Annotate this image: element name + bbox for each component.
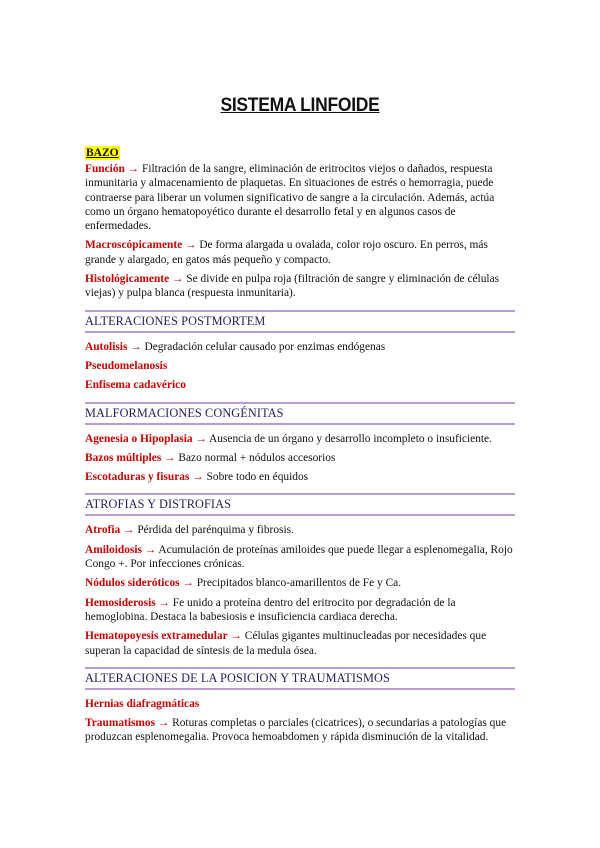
entry-term: Amiloidosis xyxy=(85,543,142,556)
entry-enfisema xyxy=(85,378,515,392)
entry-text: Filtración de la sangre, eliminación de eritrocitos viejos o dañados, respuesta inmunitaria y almacenamiento de plaquetas. En situaciones de estrés o hemorragia, puede contraerse para liberar un volumen significativo de sangre a la circulación. Además, actúa como un órgano hematopoyético durante el desarrollo fetal y en algunos casos de enfermedades. xyxy=(85,163,495,233)
entry-term: Autolisis xyxy=(85,340,128,353)
entry-term: Atrofia xyxy=(85,524,121,537)
entry-hernias xyxy=(85,697,515,711)
entry-macroscopicamente xyxy=(85,238,515,267)
entry-term: Bazos múltiples xyxy=(85,451,162,464)
section-heading-malformaciones xyxy=(85,402,515,425)
entry-text: Degradación celular causado por enzimas endógenas xyxy=(141,340,386,353)
entry-text: De forma alargada u ovalada, color rojo oscuro. En perros, más grande y alargado, en gatos más pequeño y compacto. xyxy=(85,239,488,266)
arrow-icon: → xyxy=(123,524,135,537)
arrow-icon: → xyxy=(195,432,207,445)
entry-text: Sobre todo en équidos xyxy=(203,471,309,484)
entry-term: Nódulos sideróticos xyxy=(85,577,180,590)
entry-text: Acumulación de proteínas amiloides que puede llegar a esplenomegalia, Rojo Congo +. Por infecciones crónicas. xyxy=(85,543,513,571)
entry-term: Histológicamente xyxy=(85,273,170,286)
arrow-icon: → xyxy=(192,471,204,484)
entry-pseudomelanosis xyxy=(85,359,515,373)
entry-funcion xyxy=(85,162,515,233)
entry-agenesia xyxy=(85,432,515,446)
entry-bazos-multiples xyxy=(85,451,515,465)
entry-text: Precipitados blanco-amarillentos de Fe y Ca. xyxy=(193,577,402,590)
section-heading-text: ATROFIAS Y DISTROFIAS xyxy=(85,497,232,512)
bazo-highlight-label: BAZO xyxy=(86,147,119,159)
section-heading-posicion-traumatismos xyxy=(85,667,515,690)
entry-text: Ausencia de un órgano y desarrollo incompleto o insuficiente. xyxy=(206,432,492,445)
entry-term: Función xyxy=(85,163,125,175)
entry-escotaduras xyxy=(85,470,515,484)
arrow-icon: → xyxy=(172,273,184,286)
entry-term: Agenesia o Hipoplasia xyxy=(85,432,193,445)
entry-term: Pseudomelanosis xyxy=(85,359,168,372)
arrow-icon: → xyxy=(230,630,242,643)
entry-text: Células gigantes multinucleadas por necesidades que superan la capacidad de síntesis de la medula ósea. xyxy=(85,630,487,657)
entry-term: Macroscópicamente xyxy=(85,239,183,252)
entry-term: Hernias diafragmáticas xyxy=(85,697,200,710)
section-heading-text: ALTERACIONES DE LA POSICION Y TRAUMATISMOS xyxy=(85,670,390,685)
entry-autolisis xyxy=(85,340,515,354)
arrow-icon: → xyxy=(157,717,170,730)
section-heading-postmortem xyxy=(85,310,515,333)
section-heading-text: MALFORMACIONES CONGÉNITAS xyxy=(85,405,284,420)
entry-term: Traumatismos xyxy=(85,717,156,730)
entry-term: Escotaduras y fisuras xyxy=(85,471,190,484)
entry-hemosiderosis xyxy=(85,596,515,625)
entry-term: Hematopoyesis extramedular xyxy=(85,630,228,643)
section-heading-atrofias xyxy=(85,493,515,516)
entry-text: Pérdida del parénquima y fibrosis. xyxy=(134,524,294,537)
arrow-icon: → xyxy=(127,163,140,175)
entry-hematopoyesis xyxy=(85,629,515,658)
arrow-icon: → xyxy=(130,340,142,353)
entry-term: Hemosiderosis xyxy=(85,596,156,609)
entry-text: Bazo normal + nódulos accesorios xyxy=(175,451,336,464)
entry-nodulos-sideroticos xyxy=(85,576,515,590)
entry-text: Fe unido a proteína dentro del eritrocito por degradación de la hemoglobina. Destaca la babesiosis e insuficiencia cardiaca derecha. xyxy=(85,596,456,623)
arrow-icon: → xyxy=(144,543,157,556)
page-title: SISTEMA LINFOIDE xyxy=(220,95,380,116)
section-heading-text: ALTERACIONES POSTMORTEM xyxy=(85,313,266,328)
entry-atrofia xyxy=(85,523,515,537)
entry-text: Se divide en pulpa roja (filtración de sangre y eliminación de células viejas) y pulpa blanca (respuesta inmunitaria). xyxy=(85,273,500,300)
entry-amiloidosis xyxy=(85,543,515,572)
entry-histologicamente xyxy=(85,272,515,301)
entry-traumatismos xyxy=(85,716,515,745)
arrow-icon: → xyxy=(182,577,194,590)
arrow-icon: → xyxy=(164,451,176,464)
entry-text: Roturas completas o parciales (cicatrices), o secundarias a patologías que produzcan esplenomegalia. Provoca hemoabdomen y rápida disminución de la vitalidad. xyxy=(85,717,507,744)
arrow-icon: → xyxy=(185,239,197,252)
entry-term: Enfisema cadavérico xyxy=(85,379,186,392)
arrow-icon: → xyxy=(158,596,170,609)
document-body xyxy=(85,143,515,750)
